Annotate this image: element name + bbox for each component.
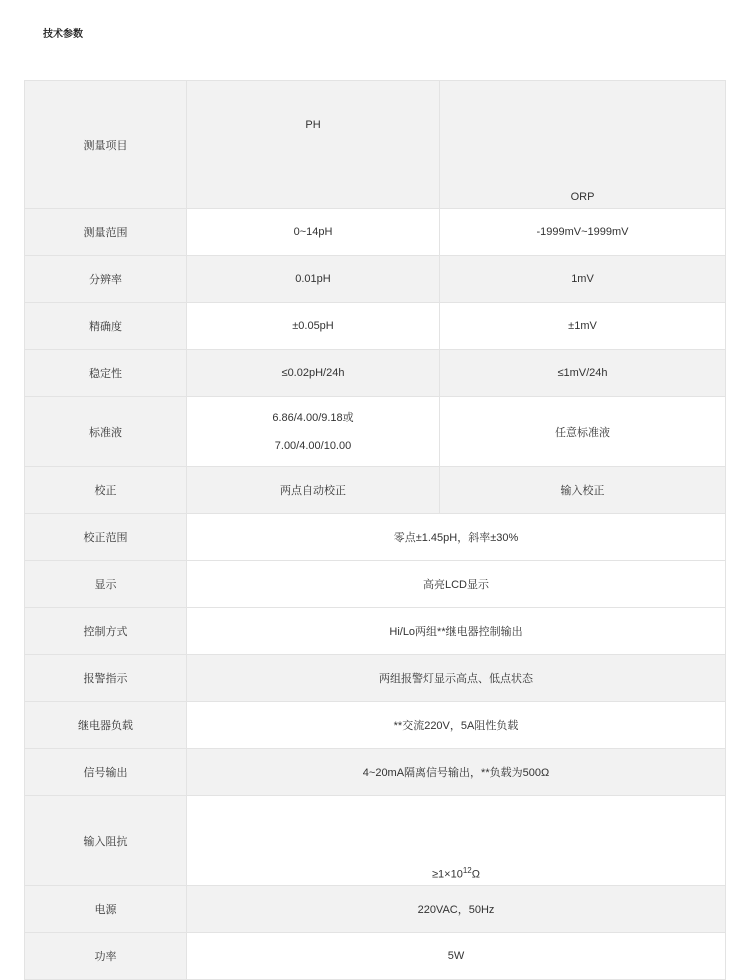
ph-value: ±0.05pH <box>187 303 440 350</box>
impedance-unit: Ω <box>471 869 480 881</box>
table-row <box>25 514 726 561</box>
page-title: 技术参数 <box>43 29 83 40</box>
table-row-standard <box>25 397 726 467</box>
spec-table <box>24 80 726 980</box>
orp-value: ≤1mV/24h <box>440 350 726 397</box>
table-row <box>25 702 726 749</box>
row-label: 显示 <box>25 561 187 608</box>
merged-value: 高亮LCD显示 <box>187 561 726 608</box>
table-row <box>25 256 726 303</box>
table-row-impedance <box>25 796 726 886</box>
header-ph-cell: PH <box>187 81 440 209</box>
orp-value: 任意标准液 <box>440 397 726 467</box>
table-row <box>25 655 726 702</box>
ph-value: 0.01pH <box>187 256 440 303</box>
table-row <box>25 209 726 256</box>
row-label: 报警指示 <box>25 655 187 702</box>
row-label: 测量范围 <box>25 209 187 256</box>
table-row <box>25 350 726 397</box>
row-label: 控制方式 <box>25 608 187 655</box>
ph-value: 0~14pH <box>187 209 440 256</box>
table-row-header <box>25 81 726 209</box>
table-row <box>25 933 726 980</box>
ph-value: ≤0.02pH/24h <box>187 350 440 397</box>
row-label: 信号输出 <box>25 749 187 796</box>
merged-value: **交流220V，5A阻性负载 <box>187 702 726 749</box>
header-orp-cell: ORP <box>440 81 726 209</box>
row-label: 输入阻抗 <box>25 796 187 886</box>
table-row <box>25 561 726 608</box>
table-row <box>25 303 726 350</box>
impedance-exponent: 12 <box>462 866 472 876</box>
impedance-prefix: ≥1×10 <box>432 869 463 881</box>
merged-value: 零点±1.45pH，斜率±30% <box>187 514 726 561</box>
table-row-calibration <box>25 467 726 514</box>
ph-value: 两点自动校正 <box>187 467 440 514</box>
ph-value-line2: 7.00/4.00/10.00 <box>274 439 352 452</box>
merged-value: 两组报警灯显示高点、低点状态 <box>187 655 726 702</box>
table-row <box>25 749 726 796</box>
table-row <box>25 608 726 655</box>
orp-value: 输入校正 <box>440 467 726 514</box>
ph-value <box>187 397 440 467</box>
row-label: 电源 <box>25 886 187 933</box>
merged-value: 4~20mA隔离信号输出，**负载为500Ω <box>187 749 726 796</box>
orp-value: 1mV <box>440 256 726 303</box>
merged-value <box>187 796 726 886</box>
row-label: 标准液 <box>25 397 187 467</box>
merged-value: Hi/Lo两组**继电器控制输出 <box>187 608 726 655</box>
row-label: 校正范围 <box>25 514 187 561</box>
row-label: 继电器负载 <box>25 702 187 749</box>
row-label: 功率 <box>25 933 187 980</box>
table-row <box>25 886 726 933</box>
row-label: 稳定性 <box>25 350 187 397</box>
merged-value: 5W <box>187 933 726 980</box>
row-label: 分辨率 <box>25 256 187 303</box>
header-label-cell: 测量项目 <box>25 81 187 209</box>
row-label: 校正 <box>25 467 187 514</box>
orp-value: ±1mV <box>440 303 726 350</box>
orp-value: -1999mV~1999mV <box>440 209 726 256</box>
row-label: 精确度 <box>25 303 187 350</box>
merged-value: 220VAC，50Hz <box>187 886 726 933</box>
ph-value-line1: 6.86/4.00/9.18或 <box>272 411 354 424</box>
